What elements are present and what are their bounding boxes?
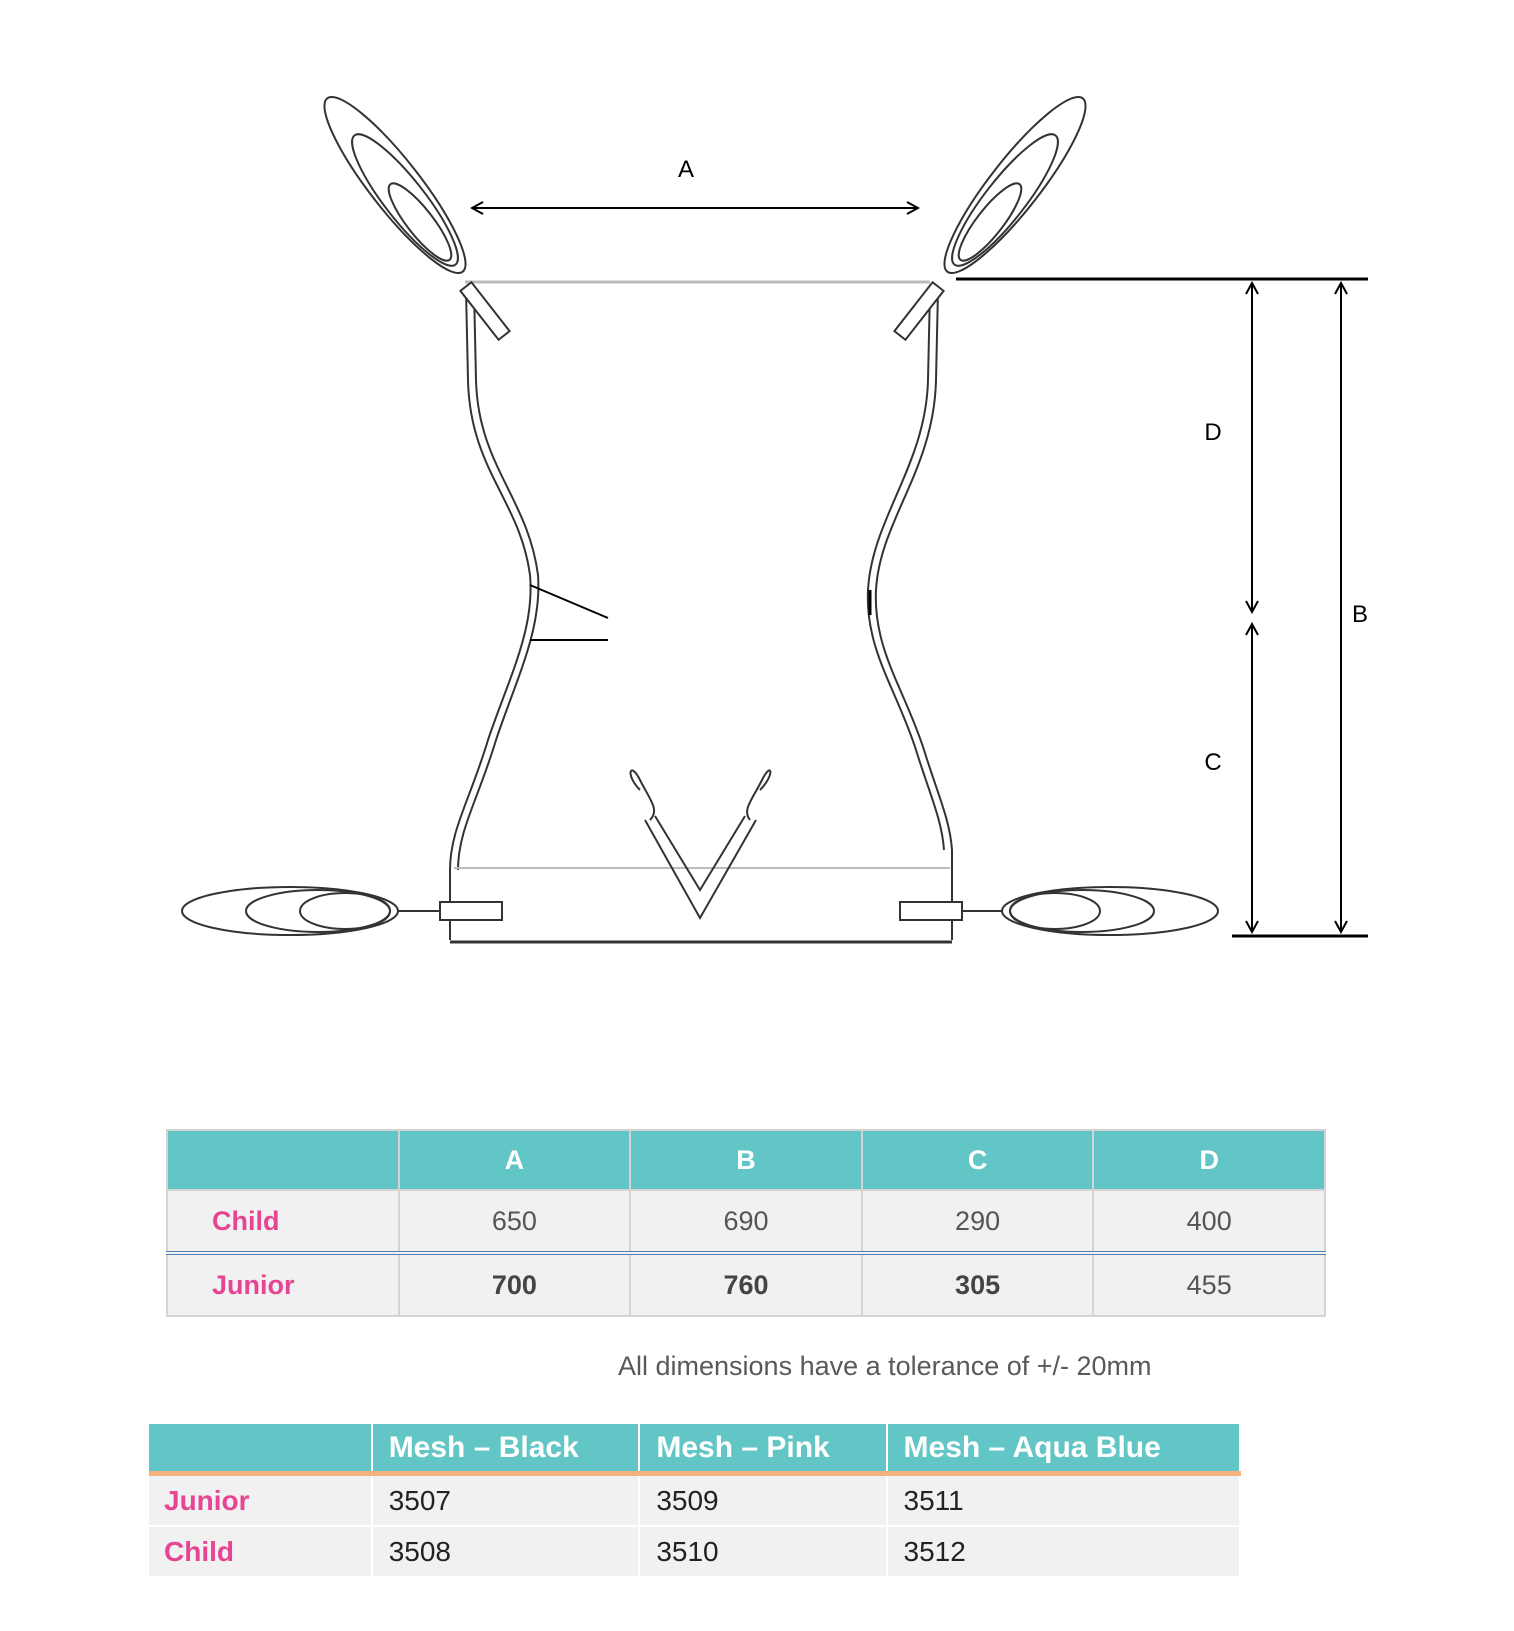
cell-child-a: 650 bbox=[399, 1190, 631, 1253]
tolerance-note: All dimensions have a tolerance of +/- 20mm bbox=[618, 1351, 1152, 1381]
dimension-label-a: A bbox=[677, 156, 695, 183]
codes-header-aqua: Mesh – Aqua Blue bbox=[887, 1424, 1240, 1474]
product-codes-table bbox=[149, 1424, 1241, 1578]
codes-header-black: Mesh – Black bbox=[372, 1424, 640, 1474]
dimension-label-b: B bbox=[1351, 601, 1369, 628]
cell-junior-c: 305 bbox=[862, 1253, 1094, 1316]
cell-junior-d: 455 bbox=[1093, 1253, 1325, 1316]
dimensions-header-c: C bbox=[862, 1130, 1094, 1190]
table-row bbox=[149, 1526, 1240, 1577]
code-child-pink: 3510 bbox=[639, 1526, 886, 1577]
dimensions-header-a: A bbox=[399, 1130, 631, 1190]
code-child-black: 3508 bbox=[372, 1526, 640, 1577]
dimensions-table bbox=[166, 1129, 1326, 1317]
dimensions-header-d: D bbox=[1093, 1130, 1325, 1190]
codes-header-pink: Mesh – Pink bbox=[639, 1424, 886, 1474]
bottom-right-loop-icon bbox=[900, 887, 1218, 935]
code-child-aqua: 3512 bbox=[887, 1526, 1240, 1577]
dimensions-header-corner bbox=[167, 1130, 399, 1190]
codes-row-label-child: Child bbox=[149, 1526, 372, 1577]
row-label-child: Child bbox=[167, 1190, 399, 1253]
dimension-label-c: C bbox=[1204, 749, 1222, 776]
codes-header-corner bbox=[149, 1424, 372, 1474]
top-right-loop-icon bbox=[894, 83, 1102, 340]
top-left-loop-icon bbox=[308, 83, 510, 340]
table-row bbox=[167, 1253, 1325, 1316]
table-row bbox=[167, 1190, 1325, 1253]
dimensions-header-b: B bbox=[630, 1130, 862, 1190]
dimension-label-d: D bbox=[1204, 419, 1222, 446]
table-row bbox=[149, 1474, 1240, 1527]
cell-junior-a: 700 bbox=[399, 1253, 631, 1316]
cell-child-d: 400 bbox=[1093, 1190, 1325, 1253]
cell-child-c: 290 bbox=[862, 1190, 1094, 1253]
dimensions-header-row bbox=[167, 1130, 1325, 1190]
code-junior-pink: 3509 bbox=[639, 1474, 886, 1527]
code-junior-aqua: 3511 bbox=[887, 1474, 1240, 1527]
row-label-junior: Junior bbox=[167, 1253, 399, 1316]
bottom-left-loop-icon bbox=[182, 887, 502, 935]
cell-child-b: 690 bbox=[630, 1190, 862, 1253]
codes-row-label-junior: Junior bbox=[149, 1474, 372, 1527]
code-junior-black: 3507 bbox=[372, 1474, 640, 1527]
cell-junior-b: 760 bbox=[630, 1253, 862, 1316]
sling-body bbox=[450, 282, 952, 942]
codes-header-row bbox=[149, 1424, 1240, 1474]
